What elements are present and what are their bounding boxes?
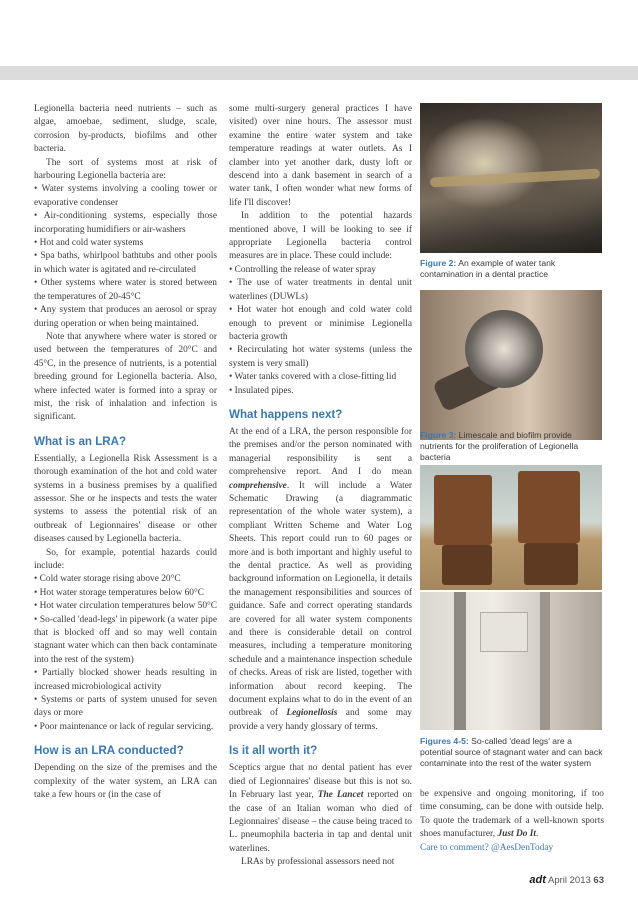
- pipe-shape: [430, 169, 600, 188]
- paragraph: The sort of systems most at risk of harbouring Legionella bacteria are:: [34, 157, 217, 182]
- box-shape: [480, 612, 528, 652]
- caption-text: Limescale and biofilm provide nutrients for the proliferation of Legionella bacteria: [420, 430, 579, 462]
- paragraph: [229, 762, 412, 856]
- figure-4-5-caption: [420, 736, 604, 769]
- paragraph: Depending on the size of the premises and the complexity of the water system, an LRA can take a few hours or (in the case of: [34, 763, 217, 801]
- list-item: • Poor maintenance or lack of regular servicing.: [34, 721, 214, 732]
- text: . It will include a Water Schematic Drawing (a diagrammatic representation of the whole water system), a compliant Written Scheme and Water Log Sheets. This report could run to 60 pages or more and is both important and highly useful to the dental practice. As well as providing background information on Legionella, it details the management responsibilities and sources of guidance. Safe and correct operating standards are covered for all water system components and there is considerable detail on control measures, including a temperature monitoring schedule and a maintenance inspection schedule of checks. Areas of risk are listed, together with information about record keeping. The document explains what to do in the event of an outbreak of: [229, 480, 412, 719]
- text: Sceptics argue that no dental patient has ever died of Legionnaires' disease but this is not so. In February last year,: [229, 763, 412, 801]
- paragraph: Note that anywhere where water is stored or used between the temperatures of 20°C and 45°C, in the presence of nutrients, is a potential breeding ground for Legionella bacteria. Also, where infected water is formed into a spray or mist, the risk of inhalation and infection is significant.: [34, 331, 217, 423]
- paragraph: some multi-surgery general practices I have visited) over nine hours. The assessor must examine the entire water system and take temperature readings at water outlets. As I clamber into yet another dark, dusty loft or descend into a dank basement in search of a water tank, I often wonder what new forms of life I'll discover!: [229, 104, 412, 208]
- list-item: • Hot and cold water systems: [34, 238, 144, 249]
- chair-shape: [442, 545, 492, 585]
- page-footer: [529, 874, 604, 886]
- list-item: • Hot water storage temperatures below 60°C: [34, 587, 204, 598]
- page-number: 63: [593, 875, 604, 886]
- issue-date: April 2013: [548, 875, 591, 886]
- text: At the end of a LRA, the person responsible for the premises and/or the person nominated with managerial responsibility is sent a comprehensive report. And I do mean: [229, 426, 412, 478]
- column-3: [420, 788, 604, 855]
- section-heading: What happens next?: [229, 407, 343, 421]
- comment-link[interactable]: Care to comment? @AesDenToday: [420, 842, 554, 853]
- list-item: • Other systems where water is stored between the temperatures of 20-45°C: [34, 278, 217, 302]
- paragraph: In addition to the potential hazards mentioned above, I will be looking to see if appropriate Legionella bacteria control measures are in place. These could include:: [229, 211, 412, 262]
- caption-label: Figure 3:: [420, 430, 457, 440]
- emphasis: comprehensive: [229, 480, 287, 491]
- list-item: • Water tanks covered with a close-fitting lid: [229, 372, 397, 383]
- section-heading: How is an LRA conducted?: [34, 744, 184, 758]
- pipe-shape: [540, 592, 550, 730]
- list-item: • Cold water storage rising above 20°C: [34, 574, 181, 585]
- text: .: [536, 829, 539, 840]
- paragraph: Legionella bacteria need nutrients – such as algae, amoebae, sediment, sludge, scale, corrosion by-products, biofilms and other bacteria.: [34, 104, 217, 155]
- list-item: • Recirculating hot water systems (unless the system is very small): [229, 345, 412, 369]
- figure-2-caption: [420, 258, 604, 280]
- text: reported on the case of an Italian woman who died of Legionnaires' disease – the cause being traced to L. pneumophila bacteria in tap and dental unit waterlines.: [229, 790, 412, 854]
- pipe-shape: [454, 592, 466, 730]
- chair-shape: [524, 543, 578, 585]
- figure-3-caption: [420, 430, 604, 463]
- paragraph: LRAs by professional assessors need not: [241, 857, 395, 868]
- figure-2-image: [420, 103, 602, 253]
- list-item: • Hot water hot enough and cold water cold enough to prevent or minimise Legionella bacteria growth: [229, 305, 412, 342]
- list-item: • Air-conditioning systems, especially those incorporating humidifiers or air-washers: [34, 211, 217, 235]
- list-item: • Any system that produces an aerosol or spray during operation or when being maintained.: [34, 305, 217, 329]
- list-item: • Hot water circulation temperatures below 50°C: [34, 601, 218, 612]
- figure-4-image: [420, 465, 602, 590]
- list-item: • Systems or parts of system unused for seven days or more: [34, 695, 217, 719]
- caption-text: An example of water tank contamination in a dental practice: [420, 258, 556, 279]
- header-bar: [0, 66, 638, 80]
- valve-shape: [465, 310, 543, 388]
- emphasis: Just Do It: [497, 829, 537, 840]
- list-item: • Insulated pipes.: [229, 385, 294, 396]
- emphasis: The Lancet: [317, 790, 364, 801]
- section-heading: Is it all worth it?: [229, 744, 318, 758]
- text: be expensive and ongoing monitoring, if too time consuming, can be done with outside help. To quote the trademark of a well-known sports shoes manufacturer,: [420, 789, 604, 840]
- caption-text: So-called 'dead legs' are a potential source of stagnant water and can back contaminate into the rest of the water system: [420, 736, 603, 768]
- paragraph: So, for example, potential hazards could include:: [34, 547, 217, 571]
- figure-5-image: [420, 592, 602, 730]
- text: and some may provide a very handy glossary of terms.: [229, 708, 412, 732]
- list-item: • Spa baths, whirlpool bathtubs and other pools in which water is agitated and re-circulated: [34, 251, 217, 275]
- column-2: [229, 103, 412, 870]
- caption-label: Figures 4-5:: [420, 736, 469, 746]
- list-item: • The use of water treatments in dental unit waterlines (DUWLs): [229, 278, 412, 302]
- list-item: • Partially blocked shower heads resulting in increased microbiological activity: [34, 668, 217, 692]
- chair-shape: [518, 471, 580, 543]
- emphasis: Legionellosis: [286, 708, 338, 719]
- paragraph: Essentially, a Legionella Risk Assessment is a thorough examination of the hot and cold water systems in a business premises by a qualified assessor. She or he inspects and tests the water systems to assess the potential risk of an outbreak of Legionnaires' disease or other diseases caused by Legionella bacteria.: [34, 453, 217, 545]
- caption-label: Figure 2:: [420, 258, 457, 268]
- list-item: • Controlling the release of water spray: [229, 264, 376, 275]
- paragraph: [229, 426, 412, 734]
- list-item: • Water systems involving a cooling tower or evaporative condenser: [34, 184, 217, 208]
- chair-shape: [434, 475, 492, 545]
- list-item: • So-called 'dead-legs' in pipework (a water pipe that is blocked off and so may well contain stagnant water which can then back contaminate into the rest of the system): [34, 614, 217, 665]
- figure-3-image: [420, 290, 602, 440]
- paragraph: [420, 788, 604, 842]
- column-1: [34, 103, 217, 803]
- publication-logo: adt: [529, 874, 546, 886]
- section-heading: What is an LRA?: [34, 434, 127, 448]
